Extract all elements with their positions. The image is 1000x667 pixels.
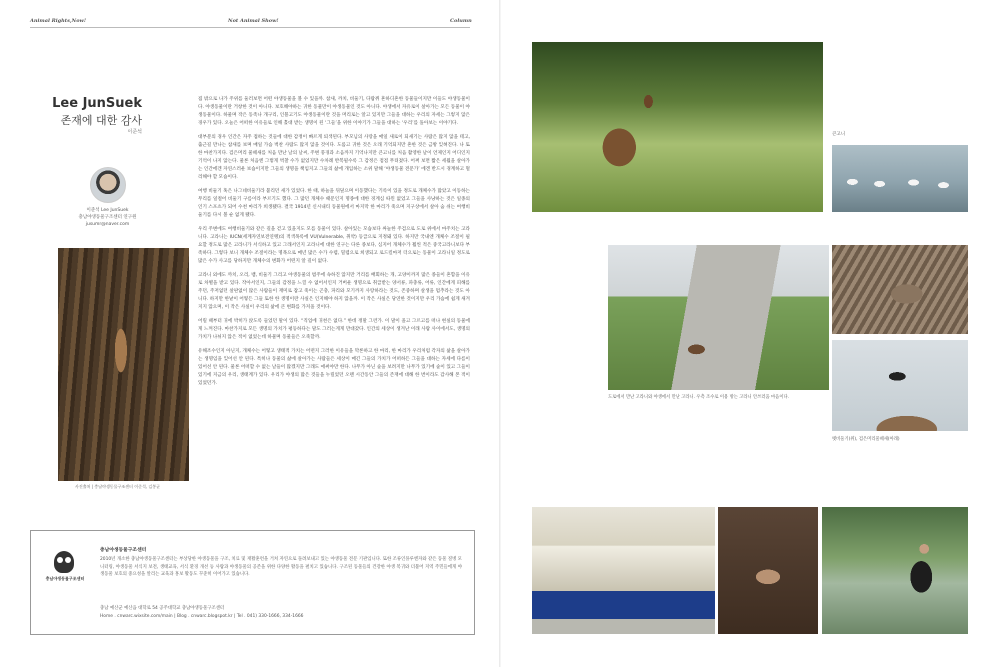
body-paragraph: 유해조수인지 아닌지, 개체수는 어떻고 생태적 가치는 어떤지 그러한 이유들을 막론하고 한 마리, 한 마리가 우리처럼 각자의 삶을 살아가는 생명임을 잊어선 안 된다. 특히나 동물의 삶에 살아가는 사람들은 세상이 매긴 그들의 가치가 어떠하든 그들을 대하는 자세에 다름이 있어선 안 된다. 물론 어떠할 수 없는 날들이 많겠지만 그래도 애써야만 한다. 나무가 아닌 숲을 보려지만 나무가 있기에 숲이 있고 그들이 있기에 지금의 우리, 생태계가 있다. 우리가 야생의 많은 것들을 누릴었던 오랜 시간동안 그들의 존재에 대해 한 번이라도 감사해 본 적이 있었던가.	[198, 349, 470, 387]
org-info-box	[30, 530, 475, 635]
article-body	[198, 96, 470, 395]
rescue-center-group-photo	[532, 507, 715, 634]
bio-org: 충남야생동물구조센터 연구원	[78, 215, 137, 220]
bio-name: 이준석 Lee JunSuek	[86, 208, 129, 213]
article-title: 존재에 대한 감사	[60, 114, 142, 127]
org-address: 충남 예산군 예산읍 대학로 54 공주대학교 충남야생동물구조센터	[100, 606, 225, 611]
swans-photo	[832, 145, 968, 212]
header-center: Not Animal Show!	[228, 18, 279, 24]
bio-email: jusumr@naver.com	[85, 222, 130, 227]
org-logo	[44, 549, 86, 591]
body-paragraph: 집 밖으로 나가 주위를 둘러보면 어떤 야생동물을 볼 수 있을까. 참새, 까치, 비둘기, 다람쥐 흔하디흔한 동물들이지만 이들도 야생동물이다. 야생동물이란 거창한 것이 아니다. 보호해야하는 귀한 동물만이 야생동물인 것도 아니다. 야생에서 자유로이 살아가는 모든 동물이 야생동물이다. 하물며 작은 동족나 개구리, 인블고기도 야생동물이란 것을 머리로는 알고 있지만 그들을 대하는 우리의 자세는 그렇지 않은 경우가 있다. 오늘은 어떠한 이유들로 인해 홀대 받는 생명이 된 ‘그들’을 위한 이야기가 그들을 대하는 ‘우리’를 돌아보는 이야기다.	[198, 97, 470, 126]
oystercatcher-photo	[832, 340, 968, 431]
squirrel-photo-caption: 사진출처 | 충남야생동물구조센터 이준석, 김봉균	[75, 484, 160, 489]
body-paragraph: 고라니 외에도 까치, 오리, 뱀, 비둘기 그리고 야생동물의 범주에 속하진 않지만 거리를 배회하는 개, 고양이까지 많은 종들이 흔함을 이유로 차별을 받고 있다. 작아서인지, 그들의 감정을 느낄 수 없어서인지 거버운 생명으로 취급받는 양서류, 파충류, 어류, 인간에게 피해를 주던, 주저없던 살판없이 많은 사람들이 재미로 잡고 죽이는 곤충, 파리와 모기까지 사랑하라는 것도, 존중하며 살생을 멈추라는 것도 아니다. 하지만 한낱이 어떻든 그들 또한 한 생명이란 사실은 인지해야 하지 않을까. 이 작은 사실은 당연한 것이지만 우리 가슴에 쉽게 새겨지지 않으며, 이 작은 사실이 우리의 삶에 큰 변화를 가져올 것이다.	[198, 273, 470, 310]
author-name-en: Lee JunSuek	[52, 96, 142, 111]
swans-photo-caption: 큰고니	[832, 132, 846, 137]
org-name: 충남야생동물구조센터	[100, 548, 147, 553]
org-contact: Home . cnwarc.wixsite.com/main | Blog . cnwarc.blogspot.kr | Tel . 041) 330-1666, 334-1666	[100, 614, 304, 619]
org-logo-text: 충남야생동물구조센터	[45, 576, 85, 581]
body-paragraph: 대부분의 경우 인간은 자주 접하는 것들에 대한 감정이 빠르게 퇴색된다. 부모님의 사랑을 매일 새로이 되새기는 사람은 많지 않을 테고, 출근길 만나는 참새를 보며 매일 가슴 벅찬 사람도 많지 않을 것이다. 도롭고 귀한 것은 오래 기억되지만 흔한 것은 금방 잊혀진다. 나 또한 마찬가지다. 검은머리 물떼새를 처음 만난 날의 날씨, 주변 풍경과 소음까지 기억나지만 큰고니를 처음 촬영한 날이 언제인지 어디인지 기억이 나지 않는다. 물론 처음엔 그렇게 벅찰 수가 없었지만 수차례 반복될수록 그 감정은 점점 무뎌졌다. 어쩌 보면 짧은 세월을 살아가는 인간에겐 자연스러운 보습이지만 그들의 생명을 책임지고 그들의 삶에 개입하는 소위 말해 ‘야생동물 전문가’ 에겐 반드시 경계하고 멀리해야 할 모습이다.	[198, 135, 470, 180]
animal-care-photo	[718, 507, 818, 634]
sandpiper-photo	[832, 245, 968, 334]
page-gutter	[499, 0, 501, 667]
birds-photo-caption: 멧비둘기(위), 검은머리물떼새(아래)	[832, 437, 900, 442]
volunteer-photo	[822, 507, 968, 634]
header-left: Animal Rights,Now!	[30, 18, 87, 24]
author-name-kr: 이준석	[127, 129, 142, 135]
road-photo-caption: 도로에서 만난 고라니와 야생에서 만난 고라니. 우측 조수로 이용 방는 고라니 안쓰러움 마음이다.	[608, 395, 789, 400]
road-deer-photo	[608, 245, 829, 390]
author-avatar	[90, 167, 126, 203]
owl-eye	[57, 557, 63, 563]
squirrel-photo	[58, 248, 189, 481]
body-paragraph: 여행 비둘기 혹은 나그네비둘기라 불리던 새가 있었다. 한 때, 하늘을 뒤덮으며 이동했다는 기록이 있을 정도로 개체수가 많았고 이동하는 무리를 일컬어 비둘기 구름이라 부르기도 했다. 그 많던 개체수 때문인지 명종에 대한 경계심 따윈 없었고 그들을 사냥하는 것은 일종의 인기 스포츠가 되어 수천 마리가 희생됐다. 결국 1914년 신시내티 동물원에서 마지막 한 마리가 죽으며 지구상에서 살아 숨 쉬는 여행비둘기를 다시 볼 순 없게 됐다.	[198, 189, 470, 218]
body-paragraph: 우리 주변에도 여행비둘기와 같은 길을 걷고 있을지도 모를 동물이 있다. 살아있는 모습보다 싸늘한 주검으로 도로 위에서 마주치는 고라니다. 고라니는 IUCN(세계자연보전연맹)의 적색목록에 VU(Vulnerable, 취약) 등급으로 지정돼 있다. 하지만 국내엔 개체수 조절이 필요할 정도로 많은 고라니가 서식하고 있고 그래서인지 고라니에 대한 연구는 다른 종보다, 심지어 개체수가 훨씬 적은 중국고라니보다 부족하다. 그렇다 보니 개체수 조절이라는 명목으로 매년 많은 수가 수렵, 밀렵으로 희생되고 로드킬마저 더으로는 동물이 고라니일 정도로 많은 수가 사고를 당하지만 개체수의 변화가 어떤지 알 길이 없다.	[198, 227, 470, 264]
org-description: 2010년 개소한 충남야생동물구조센터는 부상당한 야생동물을 구조, 치료 및 재활훈련을 거쳐 자연으로 돌려보내고 있는 야생동물 전문 기관입니다. 또한 조류인플루엔자와 같은 동물 질병 모니터링, 야생동물 서식지 보전, 생태교육, 서식 환경 개선 등 사람과 야생동물의 공존을 위한 다양한 활동을 펼치고 있습니다. 구조된 동물들의 건강한 야생 복귀와 더불어 지역 주민들에게 야생동물 보호의 중요성을 알리는 교육과 홍보 활동도 꾸준히 이어가고 있습니다.	[100, 557, 462, 578]
owl-eye	[65, 557, 71, 563]
author-bio	[60, 207, 155, 228]
deer-photo	[532, 42, 823, 212]
header-rule	[30, 27, 470, 28]
body-paragraph: 어릴 때부터 귀에 박히가 앉도록 들었던 말이 있다. “직업에 귀천은 없다.” 한데 정말 그런가. 이 말이 올고 그르고를 떠나 현실의 동물에게 느껴진다. 마찬가지로 모든 생명의 가치가 평등하다는 말도 그러는게게 만대갔다. 인간의 세상이 생겨난 이래 사람 사이에서도, 생명의 가치가 나뉘지 않은 적이 없었는데 하물며 동물들은 오죽할까.	[198, 319, 470, 341]
header-right: Column	[450, 18, 472, 24]
